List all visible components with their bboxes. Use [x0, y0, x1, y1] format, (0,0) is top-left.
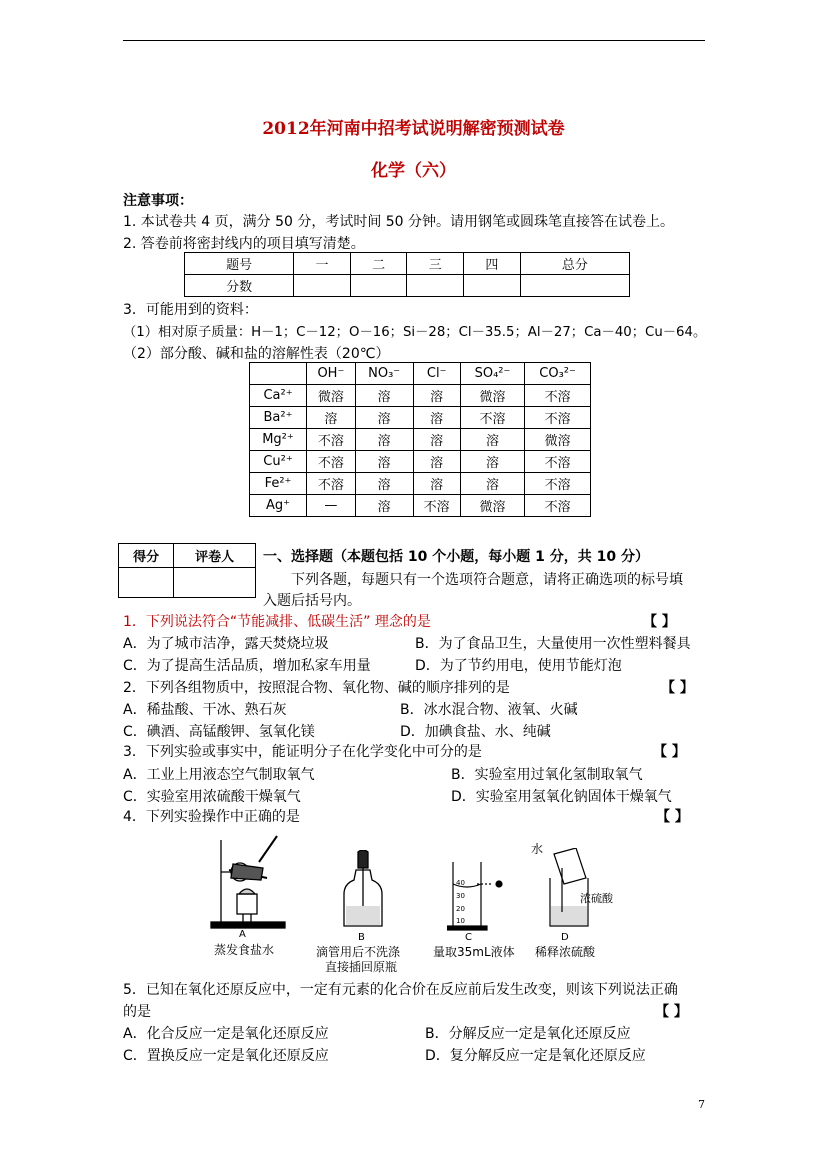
tick-label: 10 — [456, 917, 465, 925]
sol-cell: 溶 — [413, 385, 460, 407]
q5-stem: 5．已知在氧化还原反应中，一定有元素的化合价在反应前后发生改变，则该下列说法正确 — [123, 982, 678, 998]
sol-cell: 微溶 — [460, 385, 524, 407]
score-cell[interactable] — [350, 275, 407, 297]
fig-c-caption: 量取35mL液体 — [433, 945, 515, 959]
figure-evaporation — [207, 832, 287, 932]
score-row-label: 分数 — [185, 275, 294, 297]
notice-heading: 注意事项： — [123, 193, 193, 209]
q3-option-d: D．实验室用氢氧化钠固体干燥氧气 — [451, 789, 672, 805]
sol-cell: 溶 — [355, 385, 413, 407]
info-line-3: 3．可能用到的资料： — [123, 302, 258, 318]
q2-option-d: D．加碘食盐、水、纯碱 — [400, 724, 551, 740]
q5-option-d: D．复分解反应一定是氧化还原反应 — [425, 1048, 646, 1064]
section-1-instruction: 下列各题，每题只有一个选项符合题意，请将正确选项的标号填 — [291, 572, 683, 588]
score-cell[interactable] — [520, 275, 629, 297]
score-cell[interactable] — [294, 275, 351, 297]
score-cell[interactable] — [407, 275, 464, 297]
q5-option-b: B．分解反应一定是氧化还原反应 — [425, 1026, 631, 1042]
corner-cell — [250, 363, 307, 385]
score-cell[interactable] — [464, 275, 521, 297]
sol-cell: 溶 — [307, 407, 356, 429]
q1-option-b: B．为了食品卫生，大量使用一次性塑料餐具 — [415, 636, 691, 652]
sol-cell: 微溶 — [460, 495, 524, 517]
notice-item-1: 1. 本试卷共 4 页，满分 50 分，考试时间 50 分钟。请用钢笔或圆珠笔直接答在试卷上。 — [123, 214, 675, 230]
sol-cell: 溶 — [460, 451, 524, 473]
q3-stem: 3．下列实验或事实中，能证明分子在化学变化中可分的是 — [123, 744, 482, 760]
sol-cell: 溶 — [413, 429, 460, 451]
exam-subtitle: 化学（六） — [371, 161, 456, 181]
anion-header: CO₃²⁻ — [525, 363, 591, 385]
q4-answer-bracket[interactable]: 【 】 — [656, 809, 689, 825]
q1-option-c: C．为了提高生活品质，增加私家车用量 — [123, 658, 371, 674]
label-concentrated-acid: 浓硫酸 — [580, 892, 613, 905]
q2-option-a: A．稀盐酸、干冰、熟石灰 — [123, 702, 287, 718]
fig-d-caption: 稀释浓硫酸 — [535, 945, 596, 959]
score-header: 题号 — [185, 253, 294, 275]
fig-b-caption-2: 直接插回原瓶 — [325, 960, 398, 974]
q1-option-d: D．为了节约用电，使用节能灯泡 — [415, 658, 622, 674]
cation-label: Ag⁺ — [250, 495, 307, 517]
score-header: 一 — [294, 253, 351, 275]
anion-header: SO₄²⁻ — [460, 363, 524, 385]
q2-stem: 2．下列各组物质中，按照混合物、氧化物、碱的顺序排列的是 — [123, 680, 510, 696]
q4-stem: 4．下列实验操作中正确的是 — [123, 809, 300, 825]
anion-header: NO₃⁻ — [355, 363, 413, 385]
sol-cell: 不溶 — [525, 473, 591, 495]
sol-cell: 微溶 — [525, 429, 591, 451]
fig-b-caption: 滴管用后不洗涤 — [316, 945, 401, 959]
cation-label: Mg²⁺ — [250, 429, 307, 451]
cation-label: Fe²⁺ — [250, 473, 307, 495]
fig-c-letter: C — [465, 932, 472, 943]
cation-label: Ca²⁺ — [250, 385, 307, 407]
anion-header: OH⁻ — [307, 363, 356, 385]
sol-cell: 溶 — [355, 451, 413, 473]
sol-cell: 不溶 — [307, 429, 356, 451]
grader-score-cell[interactable] — [119, 568, 174, 598]
atomic-mass-line: （1）相对原子质量：H－1；C－12；O－16；Si－28；Cl－35.5；Al－27；Ca－40；Cu－64。 — [123, 325, 707, 340]
q3-option-c: C．实验室用浓硫酸干燥氧气 — [123, 789, 301, 805]
score-header: 总分 — [520, 253, 629, 275]
sol-cell: 不溶 — [525, 451, 591, 473]
fig-b-letter: B — [358, 932, 365, 943]
grader-reviewer-cell[interactable] — [174, 568, 256, 598]
section-1-heading: 一、选择题（本题包括 10 个小题，每小题 1 分，共 10 分） — [263, 549, 649, 565]
sol-cell: 不溶 — [525, 495, 591, 517]
section-1-instruction-cont: 入题后括号内。 — [263, 593, 361, 609]
sol-cell: 溶 — [460, 473, 524, 495]
score-header: 二 — [350, 253, 407, 275]
sol-cell: 不溶 — [307, 451, 356, 473]
fig-d-letter: D — [561, 932, 569, 943]
sol-cell: 溶 — [355, 473, 413, 495]
page-number: 7 — [698, 1098, 705, 1111]
q2-option-b: B．冰水混合物、液氧、火碱 — [400, 702, 578, 718]
fig-a-caption: 蒸发食盐水 — [214, 943, 275, 957]
q2-answer-bracket[interactable]: 【 】 — [661, 680, 694, 696]
grader-reviewer-label: 评卷人 — [174, 544, 256, 568]
tick-label: 20 — [456, 905, 465, 913]
solubility-table — [249, 362, 591, 517]
header-rule — [123, 40, 705, 41]
sol-cell: 溶 — [413, 473, 460, 495]
score-header: 四 — [464, 253, 521, 275]
exam-title: 2012年河南中招考试说明解密预测试卷 — [262, 119, 565, 139]
sol-cell: 溶 — [413, 451, 460, 473]
q3-option-b: B．实验室用过氧化氢制取氧气 — [451, 767, 643, 783]
tick-label: 30 — [456, 892, 465, 900]
label-water: 水 — [531, 842, 544, 856]
grader-box — [118, 543, 256, 598]
q5-option-c: C．置换反应一定是氧化还原反应 — [123, 1048, 329, 1064]
figure-dropper-bottle — [340, 850, 386, 930]
fig-a-letter: A — [239, 929, 246, 940]
q5-answer-bracket[interactable]: 【 】 — [655, 1004, 688, 1020]
q1-stem: 1．下列说法符合“节能减排、低碳生活” 理念的是 — [123, 614, 431, 630]
q2-option-c: C．碘酒、高锰酸钾、氢氧化镁 — [123, 724, 315, 740]
q1-answer-bracket[interactable]: 【 】 — [643, 614, 676, 630]
sol-cell: 不溶 — [413, 495, 460, 517]
q5-stem-cont: 的是 — [123, 1004, 151, 1020]
sol-cell: 微溶 — [307, 385, 356, 407]
sol-cell: 不溶 — [525, 407, 591, 429]
sol-cell: 不溶 — [460, 407, 524, 429]
anion-header: Cl⁻ — [413, 363, 460, 385]
sol-cell: 溶 — [460, 429, 524, 451]
score-header: 三 — [407, 253, 464, 275]
score-table — [184, 252, 630, 297]
cation-label: Cu²⁺ — [250, 451, 307, 473]
grader-score-label: 得分 — [119, 544, 174, 568]
sol-cell: 溶 — [413, 407, 460, 429]
solubility-caption: （2）部分酸、碱和盐的溶解性表（20℃） — [123, 346, 390, 362]
sol-cell: — — [307, 495, 356, 517]
sol-cell: 溶 — [355, 407, 413, 429]
q5-option-a: A．化合反应一定是氧化还原反应 — [123, 1026, 329, 1042]
q3-answer-bracket[interactable]: 【 】 — [653, 744, 686, 760]
notice-item-2: 2. 答卷前将密封线内的项目填写清楚。 — [123, 236, 365, 252]
sol-cell: 溶 — [355, 429, 413, 451]
q1-option-a: A．为了城市洁净，露天焚烧垃圾 — [123, 636, 329, 652]
tick-label: 40 — [456, 879, 465, 887]
cation-label: Ba²⁺ — [250, 407, 307, 429]
sol-cell: 溶 — [355, 495, 413, 517]
q3-option-a: A．工业上用液态空气制取氧气 — [123, 767, 315, 783]
sol-cell: 不溶 — [525, 385, 591, 407]
sol-cell: 不溶 — [307, 473, 356, 495]
